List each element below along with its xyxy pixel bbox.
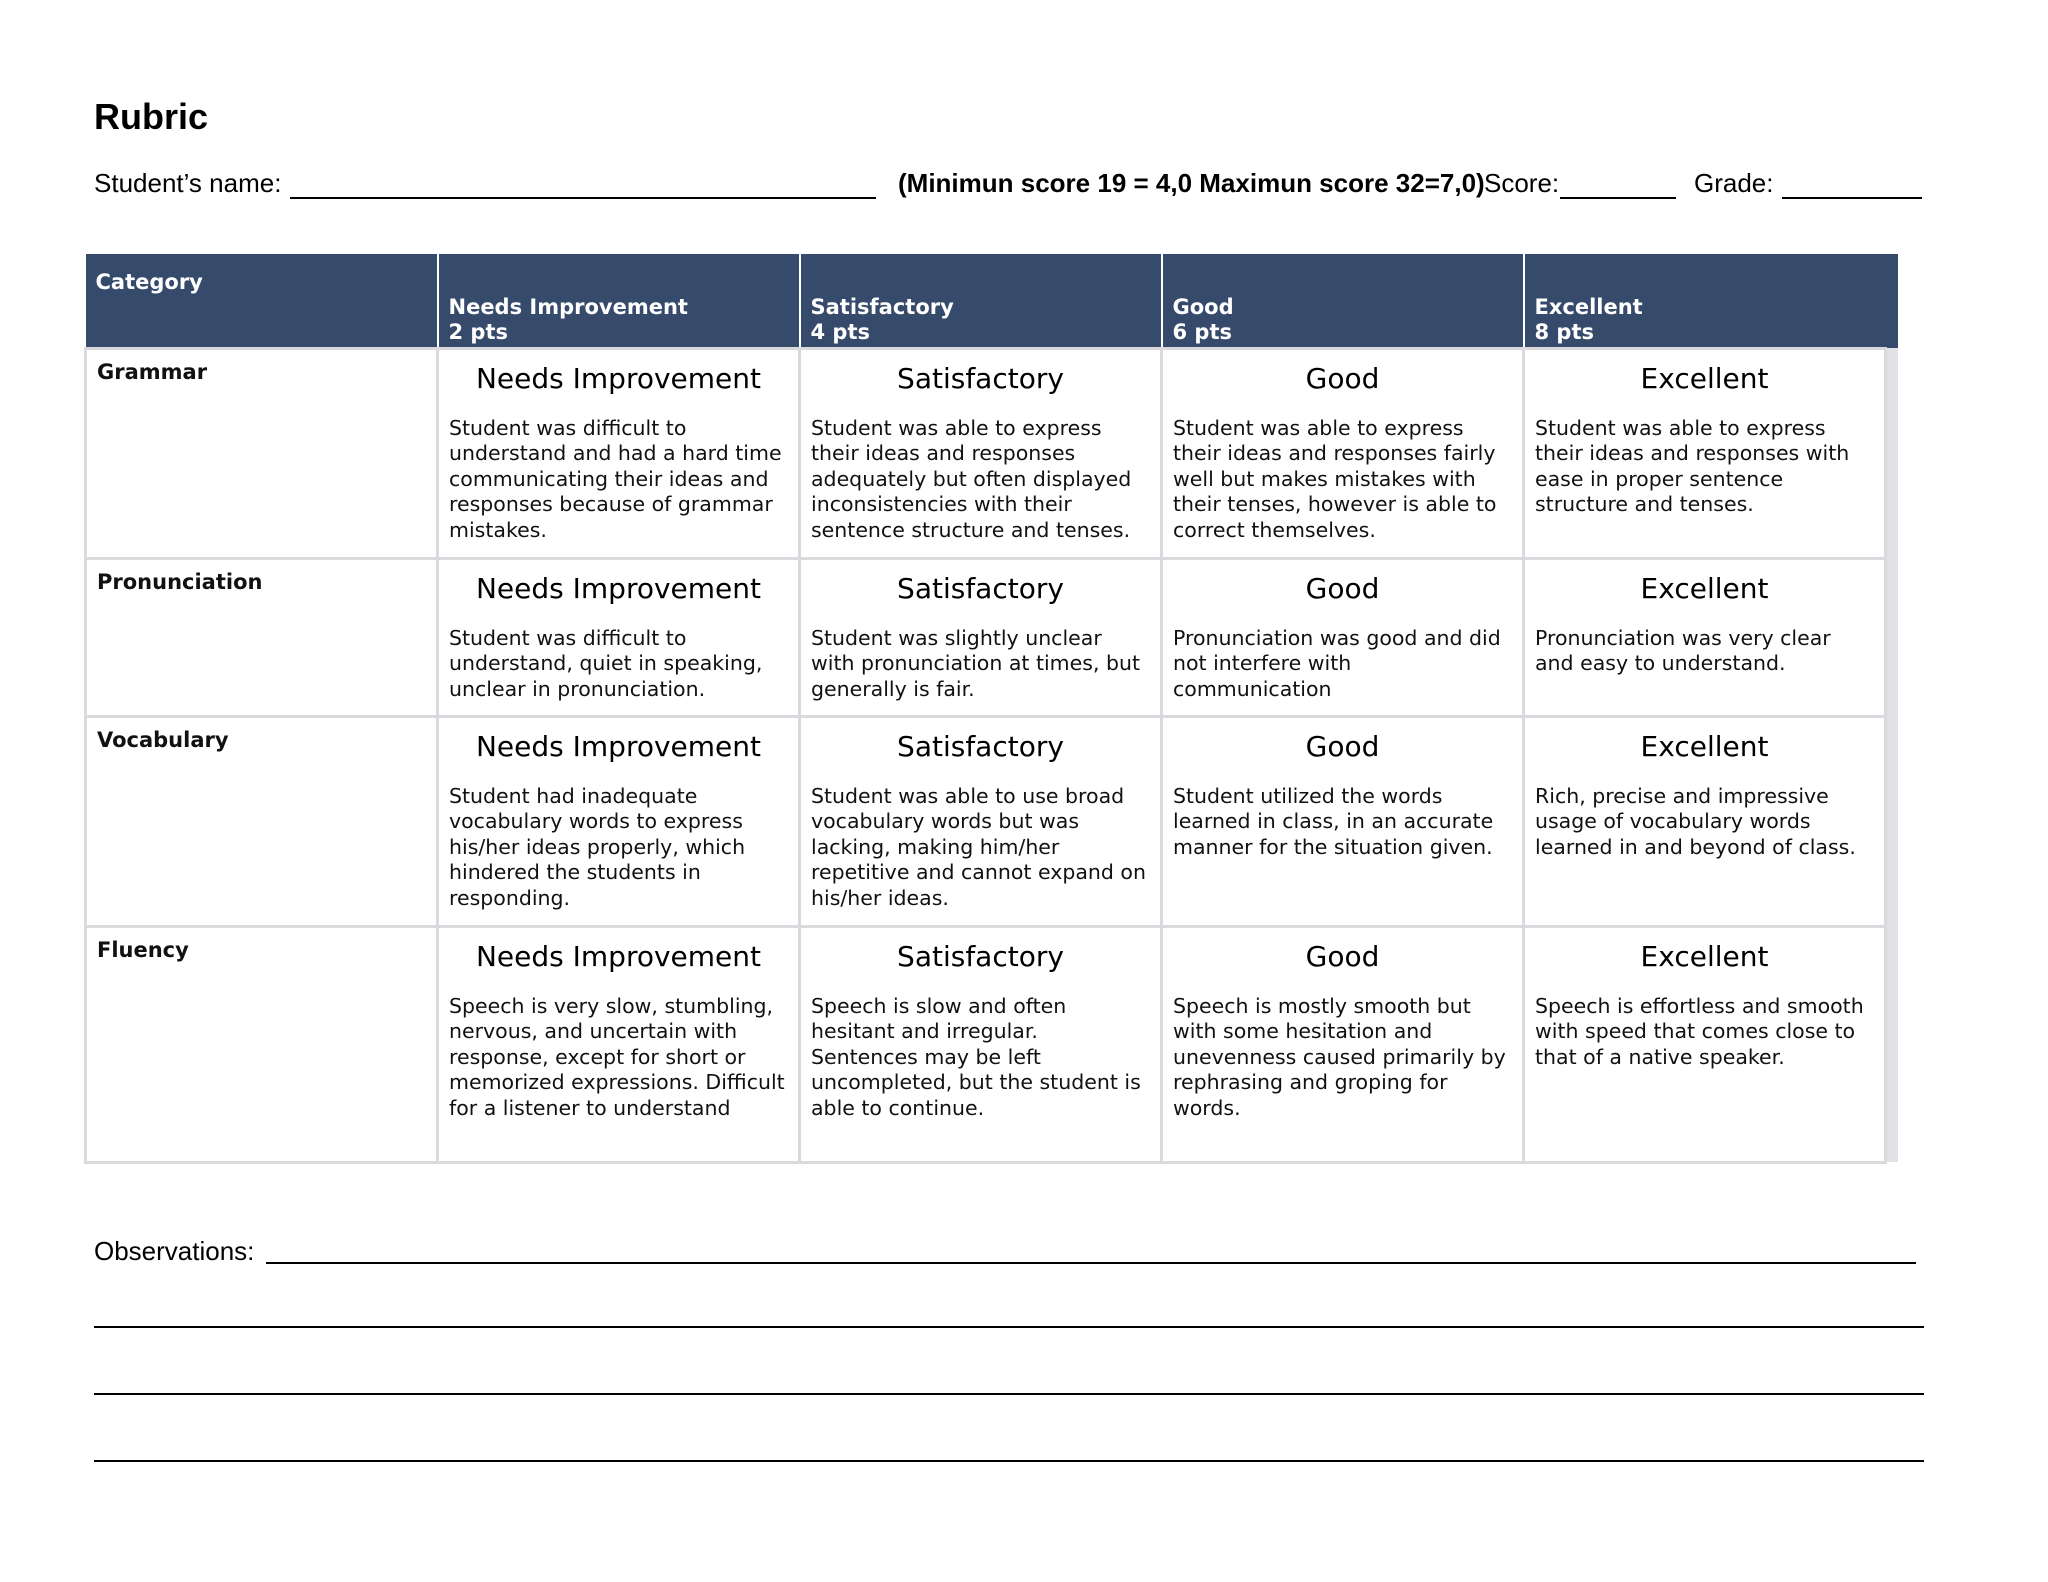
rubric-cell	[1524, 926, 1886, 1162]
observations-line[interactable]	[94, 1460, 1924, 1462]
cell-description: Rich, precise and impressive usage of vocabulary words learned in and beyond of class.	[1535, 783, 1856, 859]
cell-description: Pronunciation was good and did not interfere with communication	[1173, 625, 1501, 701]
column-name: Satisfactory	[810, 294, 954, 319]
grade-label: Grade:	[1694, 168, 1774, 198]
observations-label: Observations:	[94, 1236, 255, 1266]
table-header-row	[86, 254, 1898, 348]
table-row-vocabulary	[86, 716, 1898, 926]
cell-description: Student was able to express their ideas and responses with ease in proper sentence structure and tenses.	[1535, 415, 1850, 516]
rubric-table	[84, 254, 1899, 1164]
rubric-cell	[800, 348, 1162, 558]
grade-field[interactable]	[1782, 168, 1922, 199]
rubric-cell	[438, 558, 800, 716]
student-name-label: Student’s name:	[94, 168, 282, 198]
cell-level: Satisfactory	[897, 729, 1064, 763]
cell-level: Excellent	[1640, 361, 1769, 395]
cell-level: Needs Improvement	[475, 939, 762, 973]
cell-level: Excellent	[1640, 729, 1769, 763]
cell-description: Pronunciation was very clear and easy to understand.	[1535, 625, 1831, 675]
rubric-cell	[1162, 348, 1524, 558]
cell-level: Good	[1305, 729, 1380, 763]
table-row-fluency	[86, 926, 1898, 1162]
observations-line[interactable]	[266, 1262, 1916, 1264]
observations-section	[94, 1236, 1924, 1276]
cell-description: Student had inadequate vocabulary words to express his/her ideas properly, which hindered the students in responding.	[449, 783, 746, 910]
cell-description: Student was able to express their ideas and responses fairly well but makes mistakes with their tenses, however is able to correct themselves.	[1173, 415, 1497, 542]
cell-level: Satisfactory	[897, 361, 1064, 395]
cell-description: Student was able to use broad vocabulary words but was lacking, making him/her repetitive and cannot expand on his/her ideas.	[811, 783, 1146, 910]
column-points: 2 pts	[448, 319, 508, 344]
rubric-cell	[1524, 716, 1886, 926]
column-name: Needs Improvement	[448, 294, 688, 319]
row-category: Grammar	[86, 348, 438, 558]
row-category: Pronunciation	[86, 558, 438, 716]
row-category: Vocabulary	[86, 716, 438, 926]
rubric-cell	[1524, 348, 1886, 558]
column-points: 4 pts	[810, 319, 870, 344]
cell-description: Speech is effortless and smooth with speed that comes close to that of a native speaker.	[1535, 993, 1864, 1069]
student-info-line	[94, 168, 1924, 208]
rubric-cell	[800, 926, 1162, 1162]
rubric-cell	[1162, 716, 1524, 926]
table-edge	[1886, 558, 1898, 716]
observations-line[interactable]	[94, 1326, 1924, 1328]
score-field[interactable]	[1560, 168, 1676, 199]
cell-description: Student was difficult to understand and had a hard time communicating their ideas and responses because of grammar mistakes.	[449, 415, 782, 542]
rubric-cell	[438, 716, 800, 926]
column-header-excellent	[1524, 254, 1886, 348]
rubric-cell	[800, 716, 1162, 926]
column-name: Good	[1172, 294, 1234, 319]
table-edge	[1886, 348, 1898, 558]
category-header: Category	[95, 270, 203, 294]
score-label: Score:	[1484, 168, 1560, 198]
column-header-satisfactory	[800, 254, 1162, 348]
student-name-field[interactable]	[290, 168, 876, 199]
rubric-cell	[800, 558, 1162, 716]
column-header-needs-improvement	[438, 254, 800, 348]
cell-description: Speech is mostly smooth but with some hesitation and unevenness caused primarily by rephrasing and groping for words.	[1173, 993, 1506, 1120]
rubric-cell	[1524, 558, 1886, 716]
cell-description: Student was slightly unclear with pronunciation at times, but generally is fair.	[811, 625, 1141, 701]
cell-level: Needs Improvement	[475, 361, 762, 395]
table-row-pronunciation	[86, 558, 1898, 716]
cell-level: Needs Improvement	[475, 571, 762, 605]
cell-level: Satisfactory	[897, 571, 1064, 605]
cell-level: Good	[1305, 571, 1380, 605]
table-edge	[1886, 716, 1898, 926]
cell-level: Satisfactory	[897, 939, 1064, 973]
cell-level: Excellent	[1640, 939, 1769, 973]
table-row-grammar	[86, 348, 1898, 558]
page-title: Rubric	[94, 96, 209, 137]
cell-description: Student was able to express their ideas and responses adequately but often displayed inconsistencies with their sentence structure and tenses.	[811, 415, 1132, 542]
rubric-cell	[1162, 926, 1524, 1162]
cell-level: Good	[1305, 939, 1380, 973]
score-range-text: (Minimun score 19 = 4,0 Maximun score 32=7,0)	[898, 168, 1485, 198]
cell-level: Good	[1305, 361, 1380, 395]
cell-level: Needs Improvement	[475, 729, 762, 763]
rubric-cell	[1162, 558, 1524, 716]
table-edge	[1886, 926, 1898, 1162]
column-points: 6 pts	[1172, 319, 1232, 344]
column-name: Excellent	[1534, 294, 1643, 319]
cell-description: Speech is very slow, stumbling, nervous, and uncertain with response, except for short or memorized expressions. Difficult for a listener to understand	[449, 993, 785, 1120]
rubric-cell	[438, 926, 800, 1162]
column-points: 8 pts	[1534, 319, 1594, 344]
rubric-cell	[438, 348, 800, 558]
column-header-good	[1162, 254, 1524, 348]
cell-description: Speech is slow and often hesitant and irregular. Sentences may be left uncompleted, but the student is able to continue.	[811, 993, 1141, 1120]
cell-description: Student utilized the words learned in class, in an accurate manner for the situation given.	[1173, 783, 1494, 859]
row-category: Fluency	[86, 926, 438, 1162]
cell-level: Excellent	[1640, 571, 1769, 605]
table-edge	[1886, 254, 1898, 348]
cell-description: Student was difficult to understand, quiet in speaking, unclear in pronunciation.	[449, 625, 763, 701]
observations-line[interactable]	[94, 1393, 1924, 1395]
